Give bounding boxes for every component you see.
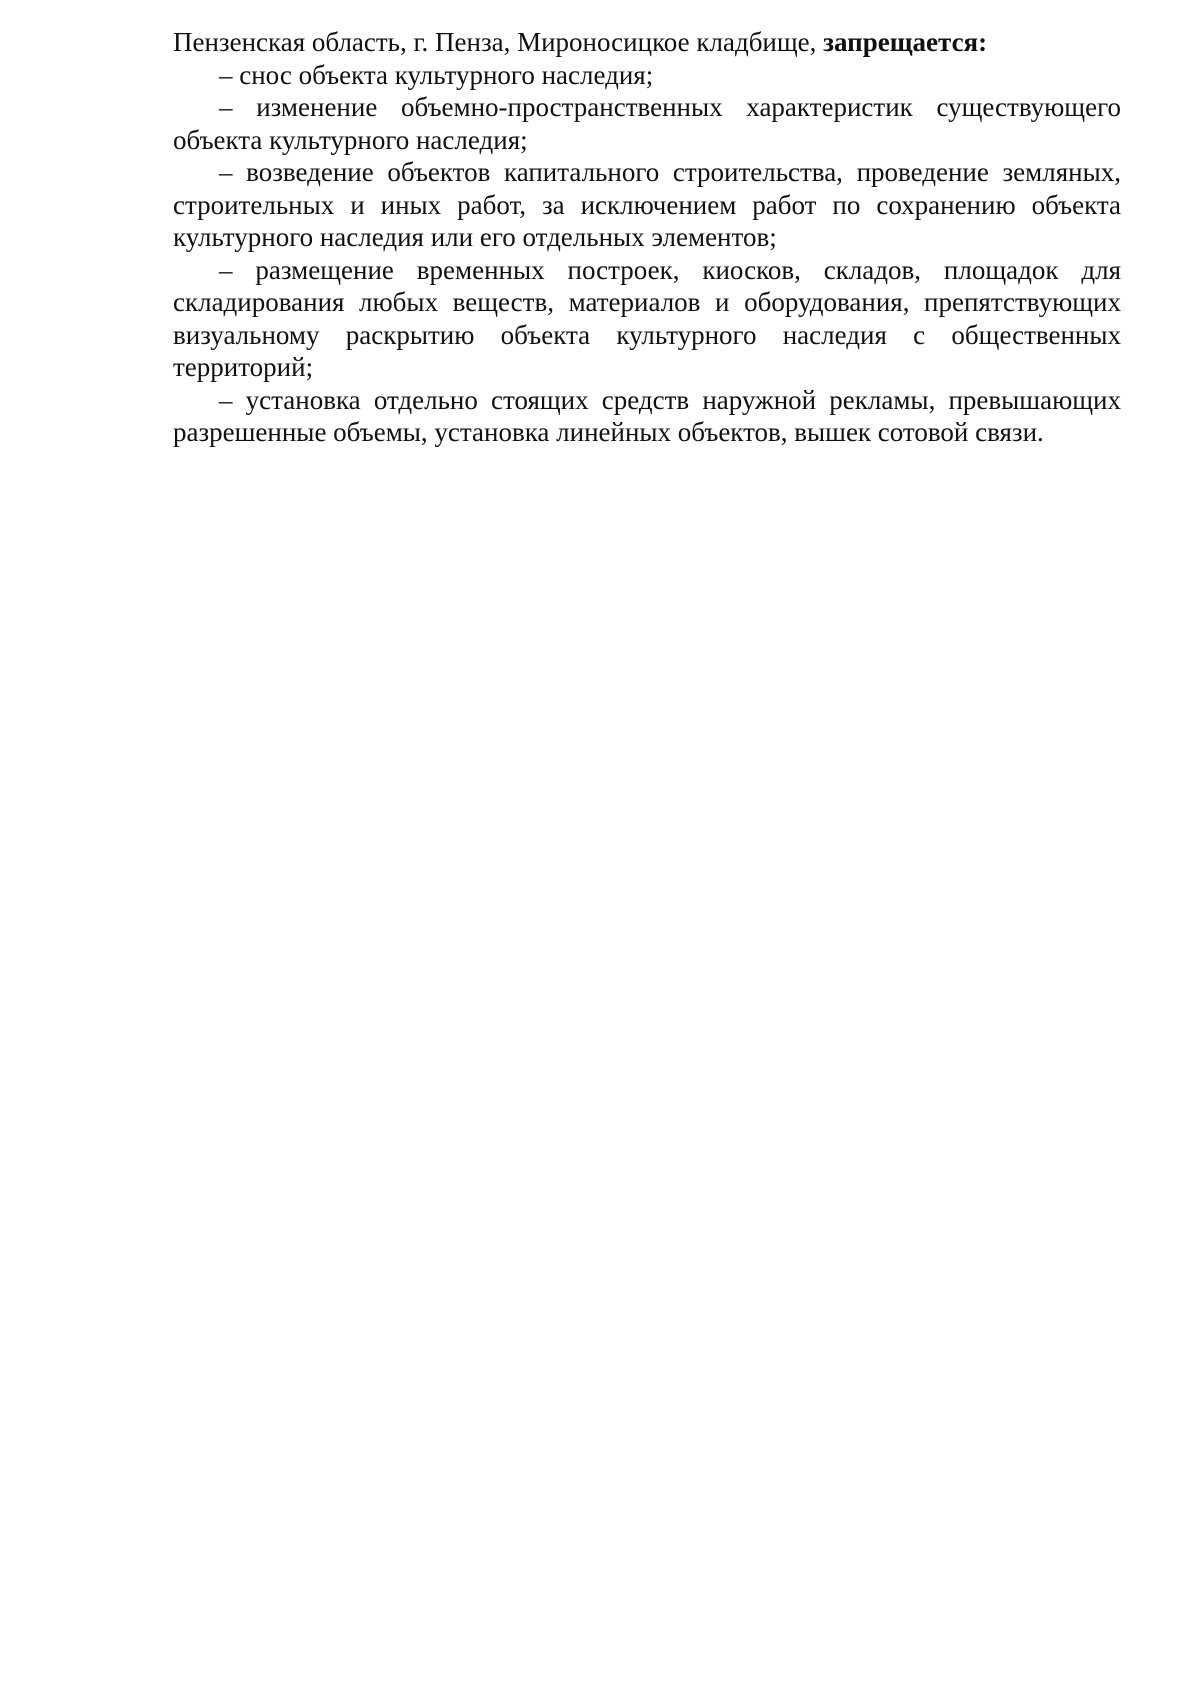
list-item-volume-change: – изменение объемно-пространственных характеристик существующего объекта культурного наследия; — [173, 92, 1121, 155]
list-item-demolition: – снос объекта культурного наследия; — [219, 59, 654, 90]
document-body — [173, 26, 1121, 449]
prohibition-heading: запрещается: — [823, 27, 988, 57]
list-item-construction: – возведение объектов капитального строительства, проведение земляных, строительных и иных работ, за исключением работ по сохранению объекта культурного наследия или его отдельных элементов; — [173, 157, 1121, 252]
list-item-temporary-structures: – размещение временных построек, киосков, складов, площадок для складирования любых веществ, материалов и оборудования, препятствующих визуальному раскрытию объекта культурного наследия с общественных территорий; — [173, 254, 1121, 382]
intro-paragraph — [173, 26, 1121, 59]
intro-text: Пензенская область, г. Пенза, Мироносицкое кладбище, — [173, 27, 824, 57]
list-item-advertising: – установка отдельно стоящих средств наружной рекламы, превышающих разрешенные объемы, установка линейных объектов, вышек сотовой связи. — [173, 384, 1121, 447]
